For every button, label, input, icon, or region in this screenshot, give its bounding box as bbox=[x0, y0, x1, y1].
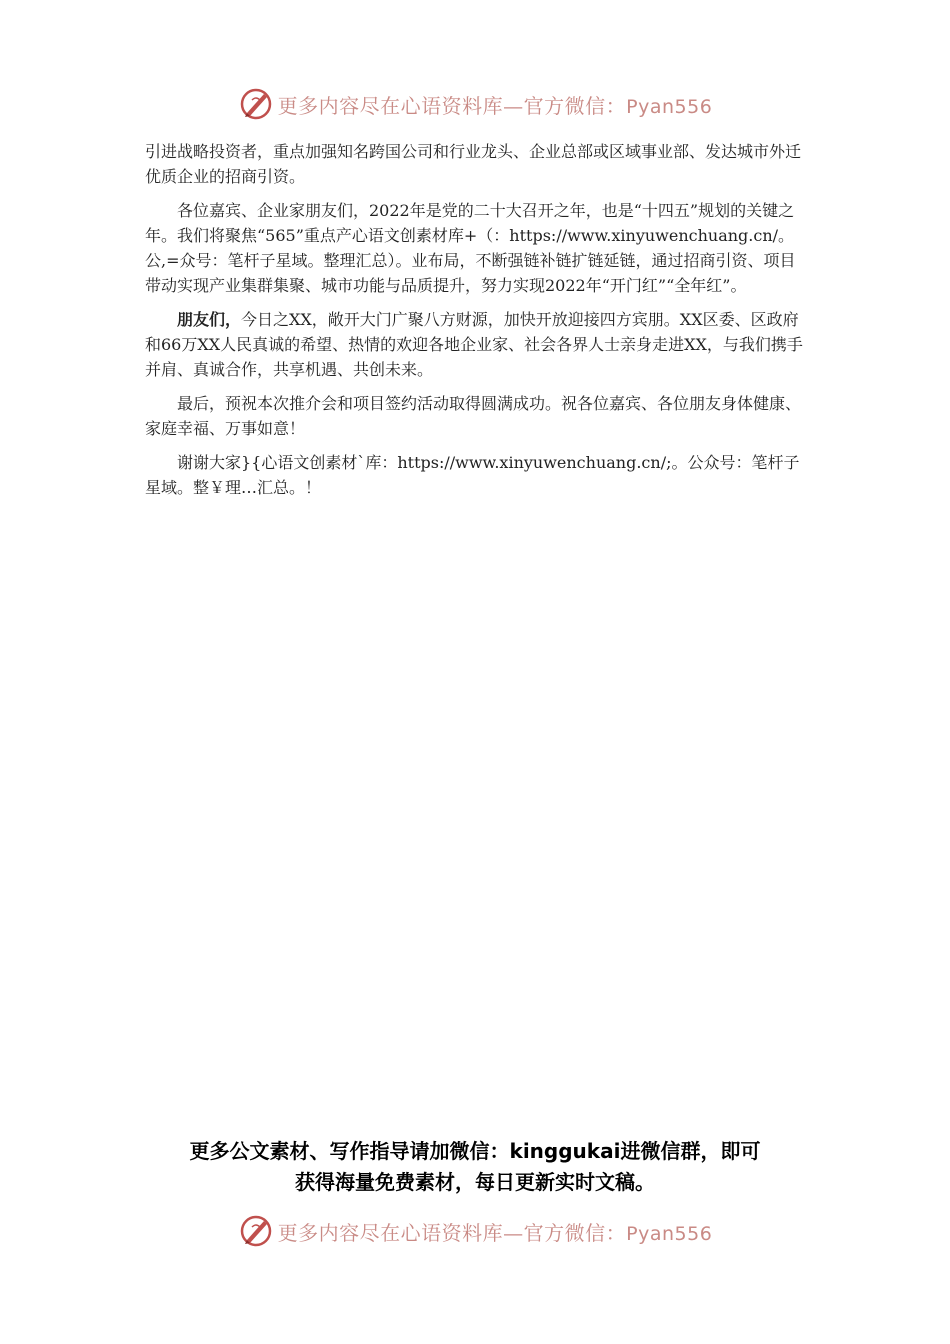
footer-banner bbox=[0, 1211, 950, 1251]
footer-banner-text: 更多内容尽在心语资料库—官方微信：Pyan556 bbox=[277, 1220, 713, 1245]
paragraph-3-lead: 朋友们， bbox=[177, 310, 242, 329]
paragraph-3 bbox=[145, 307, 810, 382]
footer-advert-line-1: 更多公文素材、写作指导请加微信：kinggukai进微信群，即可 bbox=[189, 1139, 761, 1163]
header-banner-text: 更多内容尽在心语资料库—官方微信：Pyan556 bbox=[277, 93, 713, 118]
paragraph-4: 最后，预祝本次推介会和项目签约活动取得圆满成功。祝各位嘉宾、各位朋友身体健康、家庭幸福、万事如意！ bbox=[145, 394, 802, 438]
paragraph-5: 谢谢大家}{心语文创素材`库：https://www.xinyuwenchuang.cn/;。公众号：笔杆子星域。整￥理…汇总。！ bbox=[145, 453, 800, 497]
paragraph-2: 各位嘉宾、企业家朋友们，2022年是党的二十大召开之年，也是“十四五”规划的关键之年。我们将聚焦“565”重点产心语文创素材库+（：https://www.xinyuwenchuang.cn/。公,=众号：笔杆子星域。整理汇总）。业布局，不断强链补链扩链延链，通过招商引资、项目带动实现产业集群集聚、城市功能与品质提升，努力实现2022年“开门红”“全年红”。 bbox=[145, 201, 796, 295]
footer-advert bbox=[140, 1136, 810, 1198]
paragraph-1: 引进战略投资者，重点加强知名跨国公司和行业龙头、企业总部或区域事业部、发达城市外迁优质企业的招商引资。 bbox=[145, 142, 802, 186]
pen-logo-icon bbox=[238, 86, 274, 122]
paragraph-3-rest: 今日之XX，敞开大门广聚八方财源，加快开放迎接四方宾朋。XX区委、区政府和66万XX人民真诚的希望、热情的欢迎各地企业家、社会各界人士亲身走进XX，与我们携手并肩、真诚合作，共享机遇、共创未来。 bbox=[145, 310, 803, 379]
header-banner bbox=[0, 84, 950, 124]
document-body bbox=[145, 139, 810, 509]
pen-logo-icon bbox=[238, 1213, 274, 1249]
footer-advert-line-2: 获得海量免费素材，每日更新实时文稿。 bbox=[295, 1170, 655, 1194]
